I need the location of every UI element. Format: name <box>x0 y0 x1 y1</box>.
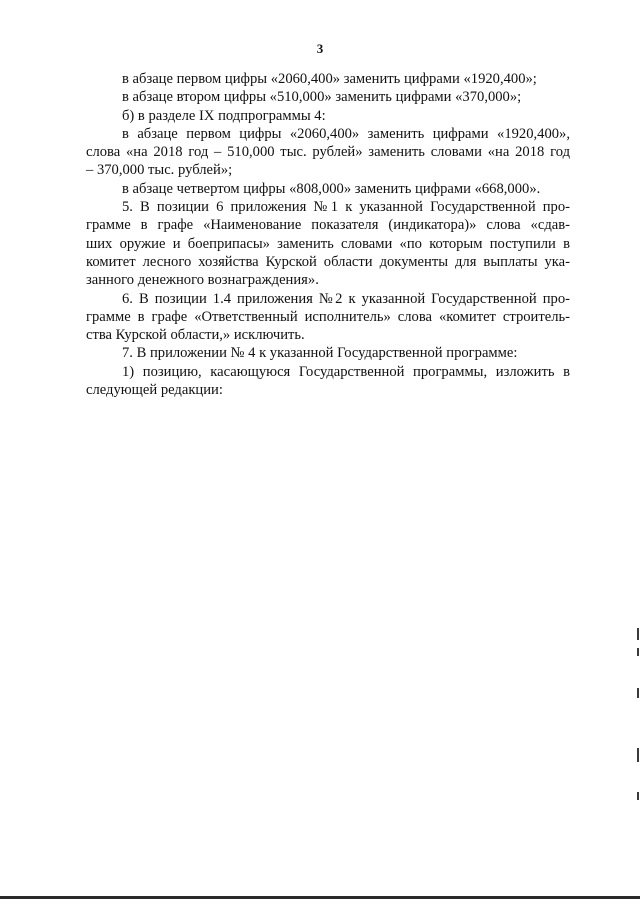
scan-edge-mark <box>637 792 639 800</box>
item-6-paragraph <box>86 290 570 345</box>
scan-edge-mark <box>637 688 639 698</box>
text-line: 7. В приложении № 4 к указанной Государственной программе: <box>122 345 518 362</box>
text-line: комитет лесного хозяйства Курской области документы для выплаты ука- <box>86 253 570 270</box>
item-7-heading <box>86 344 570 362</box>
page-number: 3 <box>316 41 324 56</box>
document-body <box>86 70 570 399</box>
text-line: занного денежного вознаграждения». <box>86 272 319 289</box>
text-line: ства Курской области,» исключить. <box>86 327 305 344</box>
text-line: – 370,000 тыс. рублей»; <box>86 162 233 179</box>
text-line: 1) позицию, касающуюся Государственной программы, изложить в <box>122 363 570 380</box>
text-line: ших оружие и боеприпасы» заменить словами «по которым поступили в <box>86 235 570 252</box>
item-7-subitem-1 <box>86 363 570 400</box>
text-line: слова «на 2018 год – 510,000 тыс. рублей» заменить словами «на 2018 год <box>86 144 570 161</box>
text-line: грамме в графе «Наименование показателя (индикатора)» слова «сдав- <box>86 217 570 234</box>
scan-edge-mark <box>637 628 639 640</box>
clause-b-first-paragraph <box>86 125 570 180</box>
text-line: следующей редакции: <box>86 382 223 399</box>
text-line: в абзаце первом цифры «2060,400» заменить цифрами «1920,400», <box>122 125 570 142</box>
clause-b-fourth-paragraph <box>86 180 570 198</box>
text-line: в абзаце четвертом цифры «808,000» заменить цифрами «668,000». <box>122 180 541 197</box>
text-line: грамме в графе «Ответственный исполнитель» слова «комитет строитель- <box>86 308 570 325</box>
clause-a-line-second <box>86 88 570 106</box>
text-line: в абзаце втором цифры «510,000» заменить цифрами «370,000»; <box>122 89 522 106</box>
text-line: в абзаце первом цифры «2060,400» заменить цифрами «1920,400»; <box>122 71 537 87</box>
clause-a-line-first <box>86 70 570 88</box>
item-5-paragraph <box>86 198 570 289</box>
clause-b-heading <box>86 107 570 125</box>
scan-edge-mark <box>637 748 639 762</box>
text-line: 5. В позиции 6 приложения №1 к указанной Государственной про- <box>122 199 570 216</box>
text-line: б) в разделе IX подпрограммы 4: <box>122 107 326 124</box>
scan-edge-mark <box>637 648 639 656</box>
text-line: 6. В позиции 1.4 приложения №2 к указанной Государственной про- <box>122 290 570 307</box>
page-bottom-border <box>0 896 640 899</box>
